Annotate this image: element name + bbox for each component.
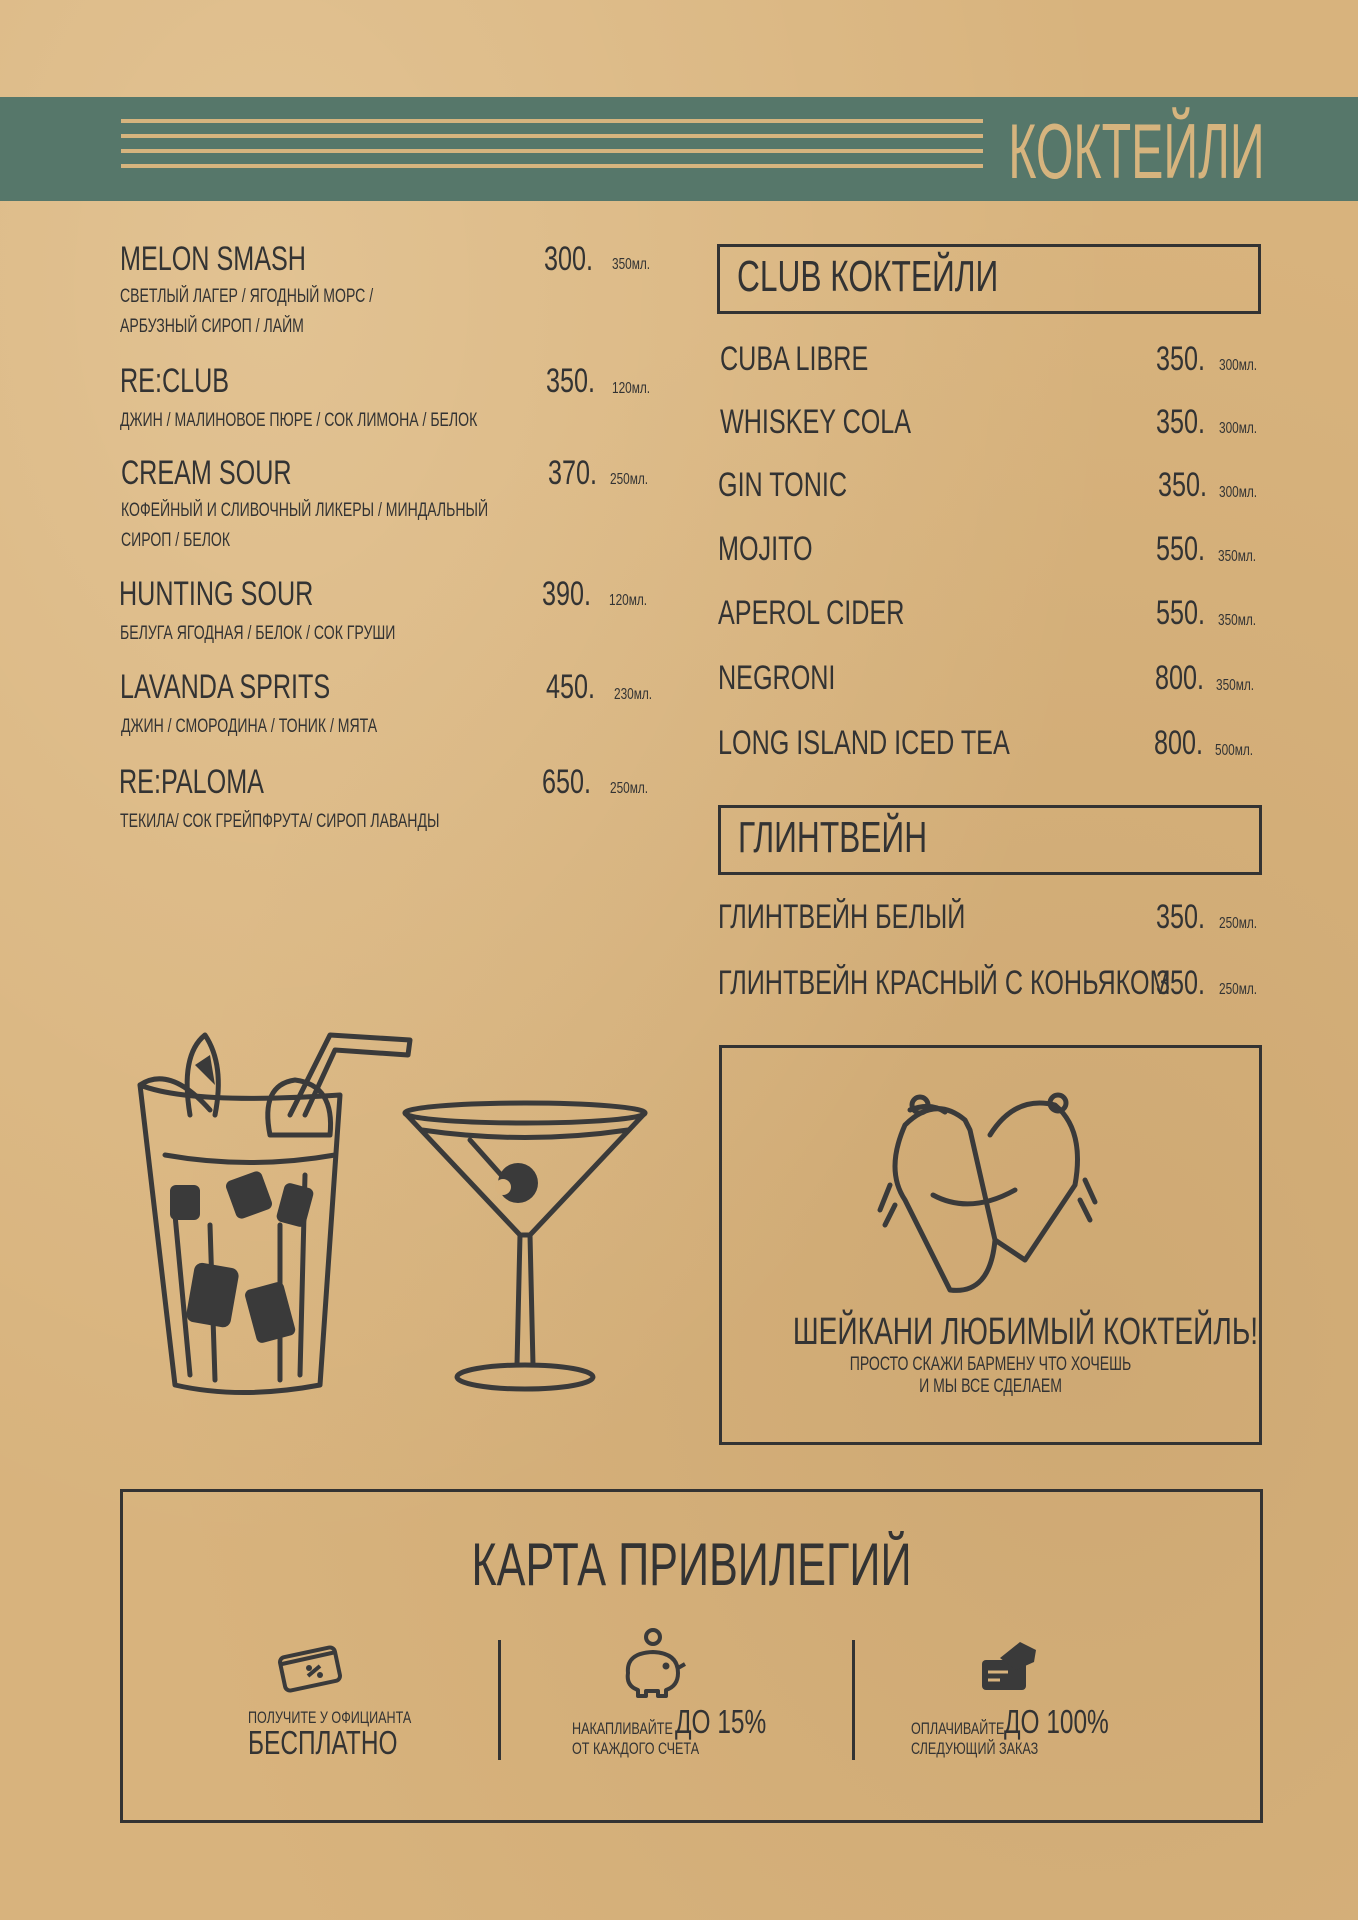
- item-name: GIN TONIC: [718, 466, 848, 504]
- header-line: [121, 164, 983, 168]
- item-name: ГЛИНТВЕЙН БЕЛЫЙ: [718, 898, 966, 936]
- item-price: 350.: [1156, 340, 1205, 378]
- item-name: ГЛИНТВЕЙН КРАСНЫЙ С КОНЬЯКОМ: [718, 964, 1171, 1002]
- item-price: 350.: [1156, 964, 1205, 1002]
- item-volume: 120мл.: [609, 592, 648, 609]
- item-price: 350.: [1156, 898, 1205, 936]
- loyalty-col2-big: ДО 15%: [675, 1703, 767, 1740]
- martini-glass-icon: [400, 1100, 650, 1400]
- item-volume: 500мл.: [1215, 742, 1254, 759]
- item-name: MOJITO: [718, 530, 813, 568]
- section-title: ГЛИНТВЕЙН: [738, 813, 928, 862]
- item-price: 800.: [1155, 659, 1204, 697]
- shaker-line-2: И МЫ ВСЕ СДЕЛАЕМ: [919, 1376, 1062, 1397]
- item-name: HUNTING SOUR: [119, 575, 314, 613]
- item-name: RE:PALOMA: [119, 763, 264, 801]
- item-name: NEGRONI: [718, 659, 836, 697]
- item-description: БЕЛУГА ЯГОДНАЯ / БЕЛОК / СОК ГРУШИ: [120, 623, 396, 644]
- item-description: КОФЕЙНЫЙ И СЛИВОЧНЫЙ ЛИКЕРЫ / МИНДАЛЬНЫЙ: [121, 500, 489, 521]
- item-volume: 230мл.: [614, 686, 653, 703]
- divider: [498, 1640, 501, 1760]
- item-volume: 300мл.: [1219, 420, 1258, 437]
- item-name: RE:CLUB: [120, 362, 230, 400]
- item-price: 350.: [1156, 403, 1205, 441]
- item-volume: 250мл.: [1219, 915, 1258, 932]
- item-volume: 300мл.: [1219, 484, 1258, 501]
- item-price: 550.: [1156, 530, 1205, 568]
- page-title: КОКТЕЙЛИ: [1008, 107, 1265, 195]
- item-name: LAVANDA SPRITS: [120, 668, 331, 706]
- item-name: CREAM SOUR: [121, 454, 292, 492]
- shaker-title: ШЕЙКАНИ ЛЮБИМЫЙ КОКТЕЙЛЬ!: [792, 1311, 1258, 1353]
- item-name: CUBA LIBRE: [720, 340, 869, 378]
- loyalty-col3-sub: СЛЕДУЮЩИЙ ЗАКАЗ: [911, 1739, 1039, 1758]
- item-description: АРБУЗНЫЙ СИРОП / ЛАЙМ: [120, 316, 304, 337]
- item-price: 450.: [546, 668, 595, 706]
- header-line: [121, 149, 983, 153]
- item-name: APEROL CIDER: [718, 594, 905, 632]
- item-price: 300.: [544, 240, 593, 278]
- item-price: 370.: [548, 454, 597, 492]
- piggy-bank-icon: [618, 1628, 688, 1700]
- header-line: [121, 134, 983, 138]
- loyalty-col2-sub: ОТ КАЖДОГО СЧЕТА: [572, 1739, 700, 1758]
- shaker-heart-icon: [875, 1090, 1110, 1300]
- loyalty-col2-small: НАКАПЛИВАЙТЕ: [572, 1719, 673, 1738]
- loyalty-col3-big: ДО 100%: [1004, 1703, 1109, 1740]
- item-price: 390.: [542, 575, 591, 613]
- loyalty-title: КАРТА ПРИВИЛЕГИЙ: [471, 1531, 912, 1598]
- divider: [852, 1640, 855, 1760]
- item-name: MELON SMASH: [120, 240, 306, 278]
- item-description: ДЖИН / МАЛИНОВОЕ ПЮРЕ / СОК ЛИМОНА / БЕЛОК: [120, 410, 478, 431]
- loyalty-col1-small: ПОЛУЧИТЕ У ОФИЦИАНТА: [248, 1708, 412, 1727]
- credit-card-icon: [278, 1640, 344, 1690]
- card-hand-icon: [980, 1640, 1038, 1692]
- item-volume: 250мл.: [610, 471, 649, 488]
- item-volume: 350мл.: [1218, 612, 1257, 629]
- item-price: 800.: [1154, 724, 1203, 762]
- item-description: СВЕТЛЫЙ ЛАГЕР / ЯГОДНЫЙ МОРС /: [120, 286, 374, 307]
- item-volume: 350мл.: [1218, 548, 1257, 565]
- item-price: 350.: [1158, 466, 1207, 504]
- item-description: СИРОП / БЕЛОК: [121, 530, 231, 551]
- item-price: 650.: [542, 763, 591, 801]
- shaker-line-1: ПРОСТО СКАЖИ БАРМЕНУ ЧТО ХОЧЕШЬ: [849, 1354, 1132, 1375]
- item-volume: 350мл.: [612, 256, 651, 273]
- loyalty-col3-small: ОПЛАЧИВАЙТЕ: [911, 1719, 1005, 1738]
- loyalty-col1-big: БЕСПЛАТНО: [248, 1724, 398, 1761]
- item-volume: 120мл.: [612, 380, 651, 397]
- item-price: 550.: [1156, 594, 1205, 632]
- shaker-title-wrap: [0, 1311, 1358, 1354]
- section-title: CLUB КОКТЕЙЛИ: [737, 252, 999, 301]
- item-description: ДЖИН / СМОРОДИНА / ТОНИК / МЯТА: [121, 716, 378, 737]
- item-volume: 300мл.: [1219, 357, 1258, 374]
- item-name: WHISKEY COLA: [720, 403, 912, 441]
- item-volume: 250мл.: [610, 780, 649, 797]
- item-volume: 250мл.: [1219, 981, 1258, 998]
- item-description: ТЕКИЛА/ СОК ГРЕЙПФРУТА/ СИРОП ЛАВАНДЫ: [120, 811, 440, 832]
- header-line: [121, 119, 983, 123]
- item-name: LONG ISLAND ICED TEA: [718, 724, 1010, 762]
- item-price: 350.: [546, 362, 595, 400]
- item-volume: 350мл.: [1216, 677, 1255, 694]
